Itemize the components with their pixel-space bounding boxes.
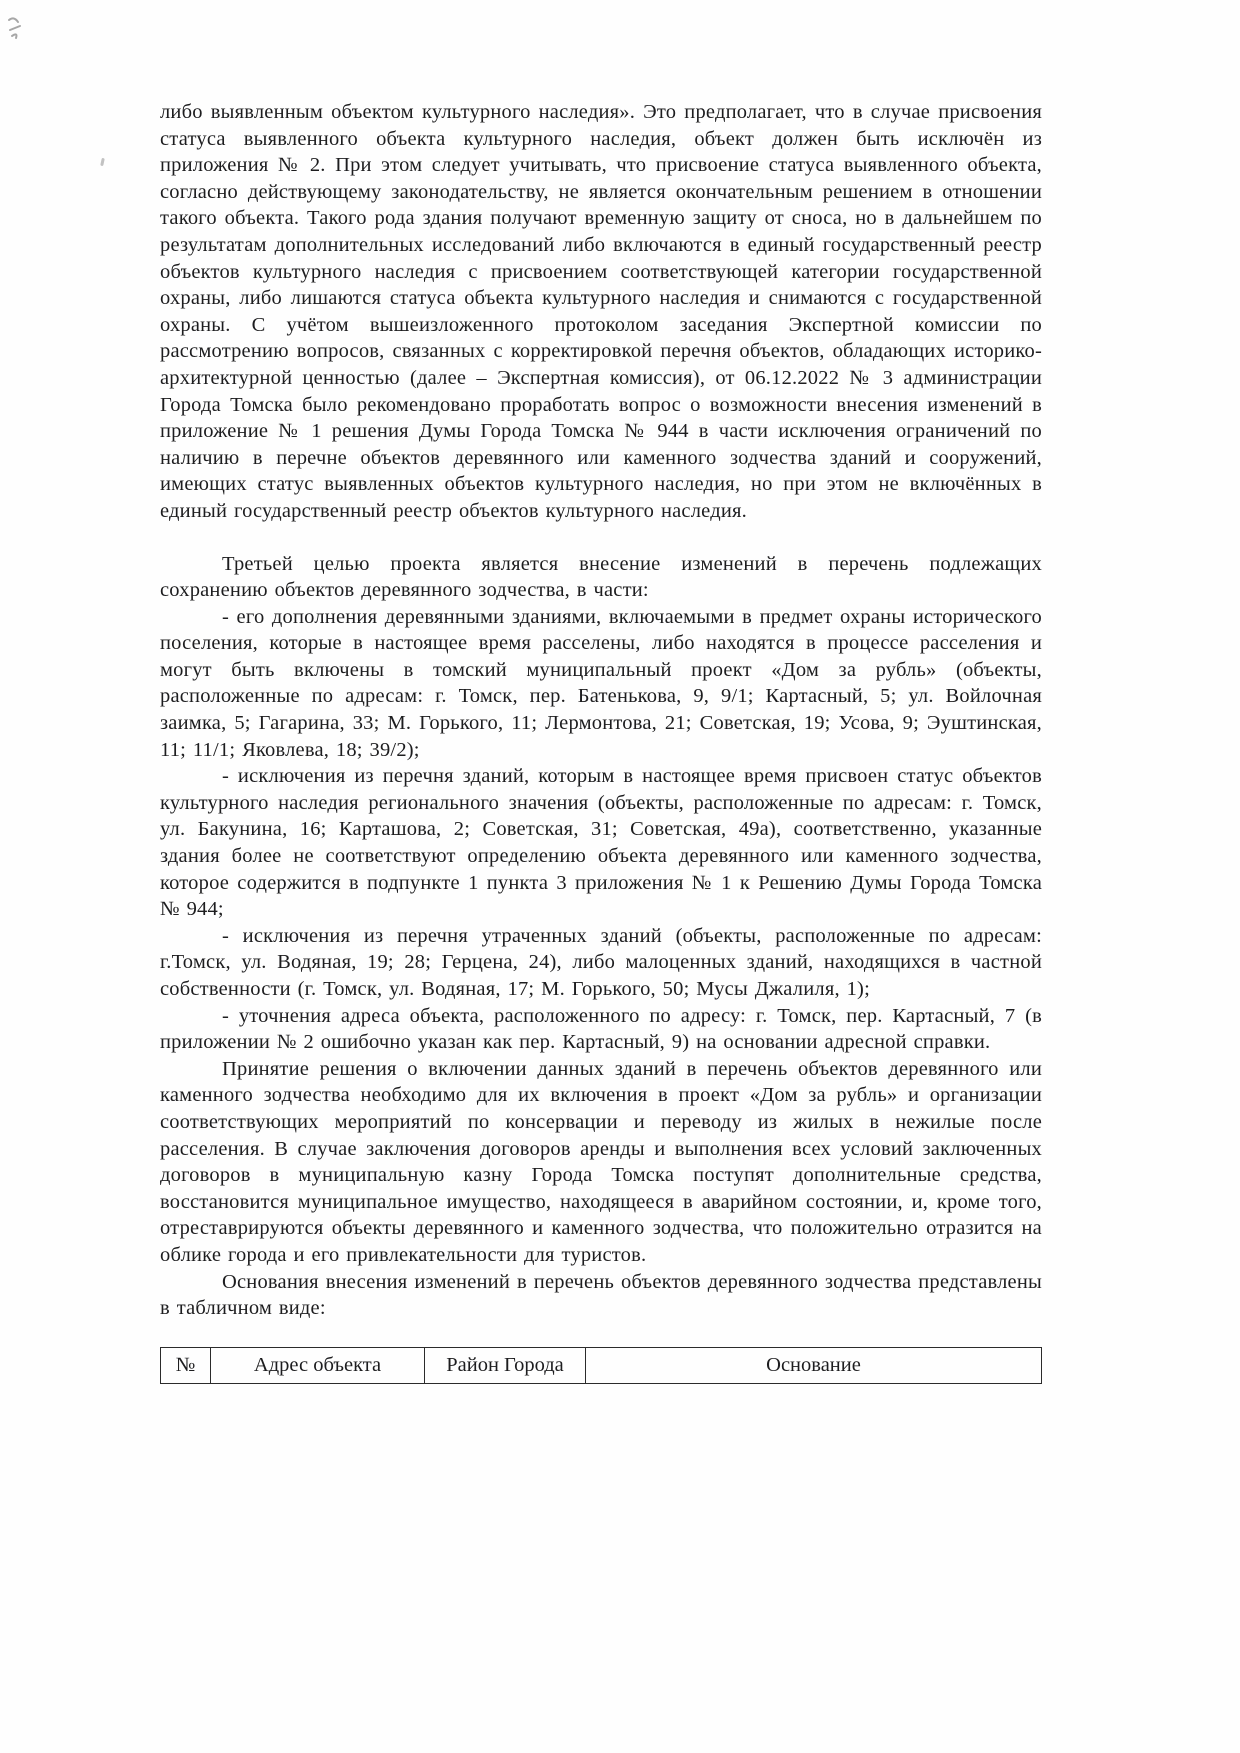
table-header-district: Район Города (425, 1347, 586, 1383)
paragraph-continuation: либо выявленным объектом культурного наследия». Это предполагает, что в случае присвоения статуса выявленного объекта культурного наследия, объект должен быть исключён из приложения № 2. При этом следует учитывать, что присвоение статуса выявленного объекта, согласно действующему законодательству, не является окончательным решением в отношении такого объекта. Такого рода здания получают временную защиту от сноса, но в дальнейшем по результатам дополнительных исследований либо включаются в единый государственный реестр объектов культурного наследия с присвоением соответствующей категории государственной охраны, либо лишаются статуса объекта культурного наследия и снимаются с государственной охраны. С учётом вышеизложенного протоколом заседания Экспертной комиссии по рассмотрению вопросов, связанных с корректировкой перечня объектов, обладающих историко-архитектурной ценностью (далее – Экспертная комиссия), от 06.12.2022 № 3 администрации Города Томска было рекомендовано проработать вопрос о возможности внесения изменений в приложение № 1 решения Думы Города Томска № 944 в части исключения ограничений по наличию в перечне объектов деревянного или каменного зодчества зданий и сооружений, имеющих статус выявленных объектов культурного наследия, но при этом не включённых в единый государственный реестр объектов культурного наследия. (160, 101, 1042, 522)
list-item-exclusion-lost-buildings: - исключения из перечня утраченных зданий (объекты, расположенные по адресам: г.Томск, ул. Водяная, 19; 28; Герцена, 24), либо малоценных зданий, находящихся в частной собственности (г. Томск, ул. Водяная, 17; М. Горького, 50; Мусы Джалиля, 1); (160, 924, 1042, 1000)
list-item-address-clarification: - уточнения адреса объекта, расположенного по адресу: г. Томск, пер. Картасный, 7 (в приложении № 2 ошибочно указан как пер. Картасный, 9) на основании адресной справки. (160, 1004, 1042, 1054)
list-item-exclusion-heritage-status: - исключения из перечня зданий, которым в настоящее время присвоен статус объектов культурного наследия регионального значения (объекты, расположенные по адресам: г. Томск, ул. Бакунина, 16; Карташова, 2; Советская, 31; Советская, 49а), соответственно, указанные здания более не соответствуют определению объекта деревянного или каменного зодчества, которое содержится в подпункте 1 пункта 3 приложения № 1 к Решению Думы Города Томска № 944; (160, 765, 1042, 921)
table-header-basis: Основание (586, 1347, 1042, 1383)
paragraph-table-intro: Основания внесения изменений в перечень объектов деревянного зодчества представлены в табличном виде: (160, 1270, 1042, 1320)
paragraph-third-goal: Третьей целью проекта является внесение изменений в перечень подлежащих сохранению объектов деревянного зодчества, в части: (160, 552, 1042, 602)
table-header-row (161, 1347, 1042, 1383)
changes-basis-table (160, 1347, 1042, 1384)
paragraph-gap (160, 525, 1042, 551)
table-header-address: Адрес объекта (211, 1347, 425, 1383)
scan-speck (100, 158, 105, 166)
table-header-number: № (161, 1347, 211, 1383)
list-item-additions: - его дополнения деревянными зданиями, включаемыми в предмет охраны исторического поселения, которые в настоящее время расселены, либо находятся в процессе расселения и могут быть включены в томский муниципальный проект «Дом за рубль» (объекты, расположенные по адресам: г. Томск, пер. Батенькова, 9, 9/1; Картасный, 5; ул. Войлочная заимка, 5; Гагарина, 33; М. Горького, 11; Лермонтова, 21; Советская, 19; Усова, 9; Эуштинская, 11; 11/1; Яковлева, 18; 39/2); (160, 605, 1042, 761)
paragraph-decision-rationale: Принятие решения о включении данных зданий в перечень объектов деревянного или каменного зодчества необходимо для их включения в проект «Дом за рубль» и организации соответствующих мероприятий по консервации и переводу из жилых в нежилые после расселения. В случае заключения договоров аренды и выполнения всех условий заключенных договоров в муниципальную казну Города Томска поступят дополнительные средства, восстановится муниципальное имущество, находящееся в аварийном состоянии, и, кроме того, отреставрируются объекты деревянного и каменного зодчества, что положительно отразится на облике города и его привлекательности для туристов. (160, 1057, 1042, 1266)
scan-artifact (6, 14, 36, 40)
document-content (160, 99, 1042, 1384)
